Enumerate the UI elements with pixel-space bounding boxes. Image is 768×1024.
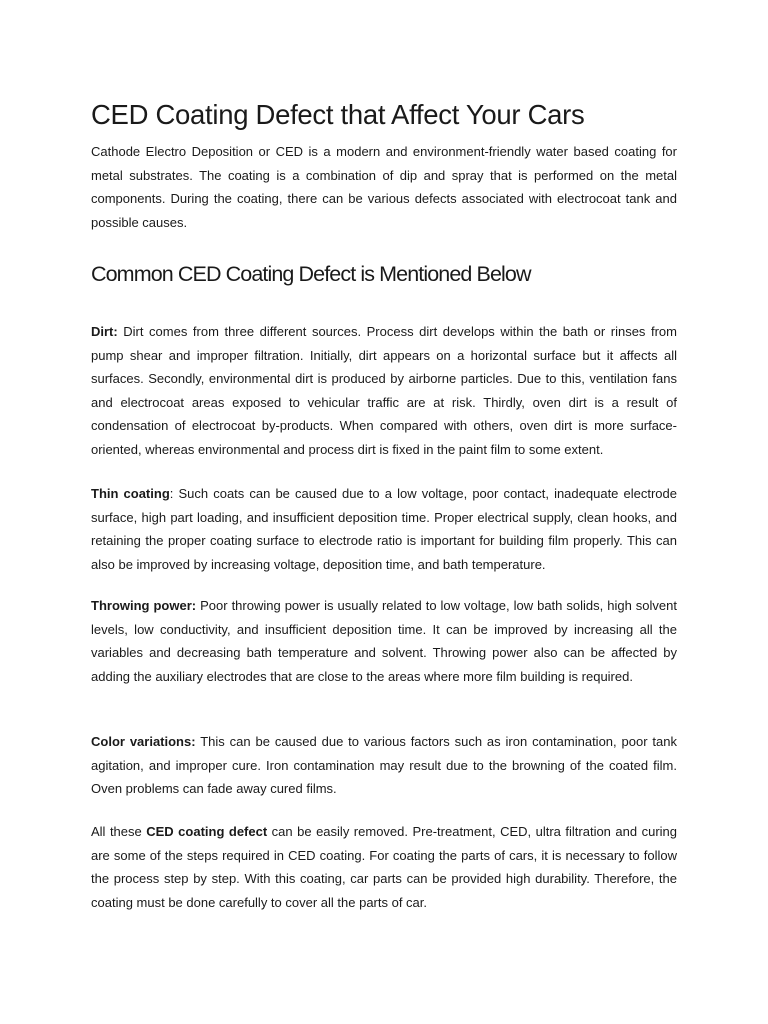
defect-text-dirt: Dirt comes from three different sources. Process dirt develops within the bath or rinses from pump shear and improper filtration. Initially, dirt appears on a horizontal surface but it affects all surfaces. Secondly, environmental dirt is produced by airborne particles. Due to this, ventilation fans and electrocoat areas exposed to vehicular traffic are at risk. Thirdly, oven dirt is a result of condensation of electrocoat by-products. When compared with others, oven dirt is more surface-oriented, whereas environmental and process dirt is fixed in the paint film to some extent. bbox=[91, 324, 677, 457]
defect-paragraph-thin-coating bbox=[91, 482, 677, 576]
defect-text-thin-coating: : Such coats can be caused due to a low voltage, poor contact, inadequate electrode surface, high part loading, and insufficient deposition time. Proper electrical supply, clean hooks, and retaining the proper coating surface to electrode ratio is important for building film properly. This can also be improved by increasing voltage, deposition time, and bath temperature. bbox=[91, 486, 677, 572]
defect-text-color-variations: This can be caused due to various factors such as iron contamination, poor tank agitation, and improper cure. Iron contamination may result due to the browning of the coated film. Oven problems can fade away cured films. bbox=[91, 734, 677, 796]
intro-paragraph: Cathode Electro Deposition or CED is a modern and environment-friendly water based coating for metal substrates. The coating is a combination of dip and spray that is performed on the metal components. During the coating, there can be various defects associated with electrocoat tank and possible causes. bbox=[91, 144, 677, 230]
defect-paragraph-color-variations bbox=[91, 730, 677, 801]
defect-term-dirt: Dirt: bbox=[91, 324, 118, 339]
defect-term-color-variations: Color variations: bbox=[91, 734, 196, 749]
defect-paragraph-dirt bbox=[91, 320, 677, 461]
closing-paragraph bbox=[91, 820, 677, 914]
defect-text-throwing-power: Poor throwing power is usually related to low voltage, low bath solids, high solvent levels, low conductivity, and insufficient deposition time. It can be improved by increasing all the variables and decreasing bath temperature and solvent. Throwing power also can be affected by adding the auxiliary electrodes that are close to the areas where more film building is required. bbox=[91, 598, 677, 684]
closing-bold-term: CED coating defect bbox=[146, 824, 268, 839]
section-heading: Common CED Coating Defect is Mentioned Below bbox=[91, 262, 531, 286]
defect-term-throwing-power: Throwing power: bbox=[91, 598, 197, 613]
defect-term-thin-coating: Thin coating bbox=[91, 486, 170, 501]
closing-text-before: All these bbox=[91, 824, 147, 839]
closing-text-after: can be easily removed. Pre-treatment, CED, ultra filtration and curing are some of the steps required in CED coating. For coating the parts of cars, it is necessary to follow the process step by step. With this coating, car parts can be provided high durability. Therefore, the coating must be done carefully to cover all the parts of car. bbox=[91, 824, 677, 910]
page-title: CED Coating Defect that Affect Your Cars bbox=[91, 99, 585, 130]
defect-paragraph-throwing-power bbox=[91, 594, 677, 688]
